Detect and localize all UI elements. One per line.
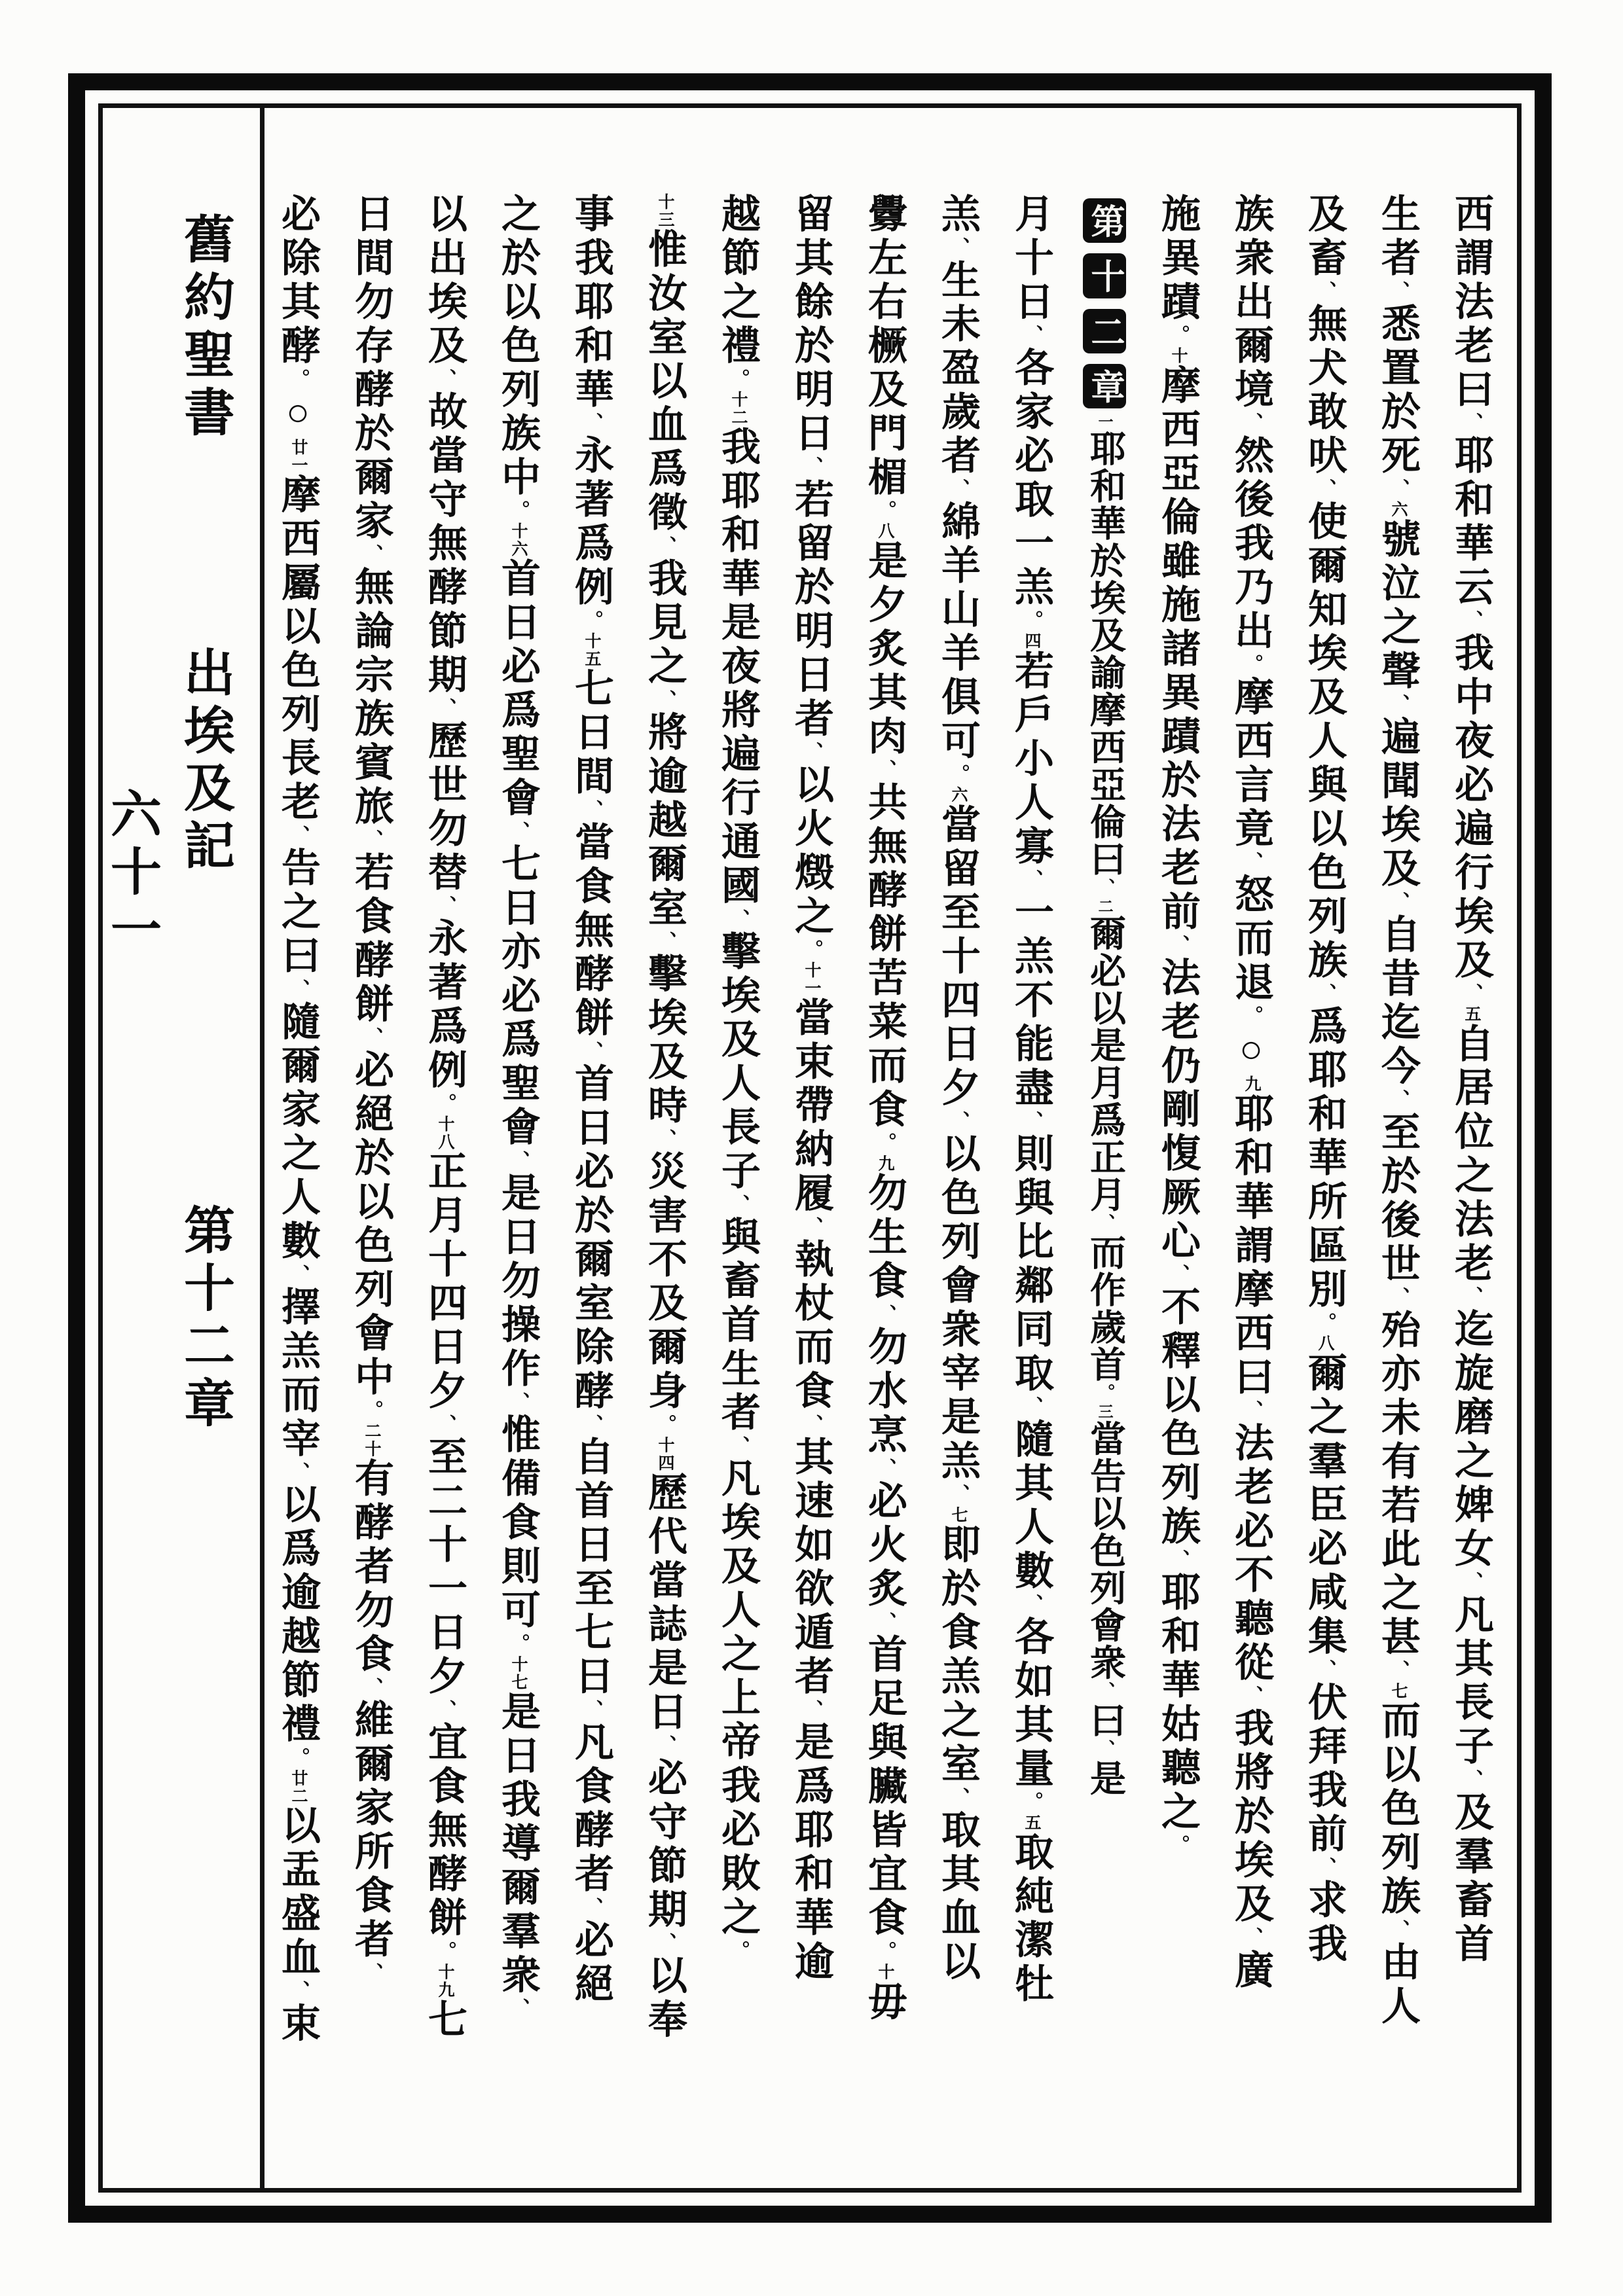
verse-number: 八	[1316, 1335, 1334, 1353]
text-column: 日間勿存酵於爾家、無論宗族賓旅、若食酵餅、必絕於以色列會中。二十有酵者勿食、維爾家所食者、	[350, 193, 393, 1985]
text-column: 事我耶和華、永著爲例。十五七日間、當食無酵餅、首日必於爾室除酵、自首日至七日、凡食酵者、必絕	[570, 193, 613, 2007]
verse-number: 八	[876, 522, 894, 541]
text-column: 釁左右橛及門楣。八是夕炙其肉、共無酵餅苦菜而食。九勿生食、勿水烹、必火炙、首足與臟皆宜食。十毋	[863, 193, 906, 2025]
verse-number: 五	[1463, 1005, 1480, 1024]
page-number: 六十一	[103, 787, 160, 960]
chapter-header-box: 第	[1083, 198, 1126, 243]
verse-number: 十	[1169, 347, 1187, 365]
scripture-columns	[269, 108, 1517, 2188]
margin-title-column	[103, 108, 264, 2188]
verse-number: 十九	[436, 1963, 454, 1999]
section-title: 出埃及記	[177, 646, 234, 876]
verse-number: 十四	[656, 1436, 674, 1472]
verse-number: 六	[1389, 501, 1407, 519]
text-column: 西謂法老曰、耶和華云、我中夜必遍行埃及、五自居位之法老、迄旋磨之婢女、凡其長子、及羣畜首	[1450, 193, 1493, 1967]
text-column: 必除其酵。○廿一摩西屬以色列長老、告之曰、隨爾家之人數、擇羔而宰、以爲逾越節禮。廿二以盂盛血、束	[276, 193, 319, 2047]
verse-number: 十二	[729, 391, 747, 427]
verse-number: 三	[1096, 1403, 1113, 1420]
verse-number: 十	[876, 1963, 894, 1981]
verse-number: 十三	[656, 193, 674, 229]
text-column: 族衆出爾境、然後我乃出。摩西言竟、怒而退。○九耶和華謂摩西曰、法老必不聽從、我將於埃及、廣	[1230, 193, 1273, 1994]
text-column: 以出埃及、故當守無酵節期、歷世勿替、永著爲例。十八正月十四日夕、至二十一日夕、宜食無酵餅。十九七	[423, 193, 466, 2043]
verse-number: 四	[1023, 632, 1040, 651]
verse-number: 十七	[509, 1655, 527, 1691]
text-column: 留其餘於明日、若留於明日者、以火燬之。十一當束帶納履、執杖而食、其速如欲遁者、是爲耶和華逾	[790, 193, 833, 1985]
verse-number: 九	[1243, 1075, 1260, 1094]
chapter-header-box: 十	[1083, 253, 1126, 298]
chapter-header-box: 二	[1083, 309, 1126, 353]
text-column: 羔、生未盈歲者、綿羊山羊俱可。六當留至十四日夕、以色列會衆宰是羔、七即於食羔之室、取其血以	[936, 193, 979, 1985]
text-column: 生者、悉置於死、六號泣之聲、遍聞埃及、自昔迄今、至於後世、殆亦未有若此之甚、七而以色列族、由人	[1376, 193, 1419, 2030]
text-column: 越節之禮。十二我耶和華是夜將遍行通國、擊埃及人長子、與畜首生者、凡埃及人之上帝我必敗之。	[716, 193, 759, 1963]
text-column: 月十日、各家必取一羔。四若戶小人寡、一羔不能盡、則與比鄰同取、隨其人數、各如其量。五取純潔牡	[1010, 193, 1053, 2007]
verse-number: 五	[1023, 1814, 1040, 1832]
text-column: 及畜、無犬敢吠、使爾知埃及人與以色列族、爲耶和華所區別。八爾之羣臣必咸集、伏拜我前、求我	[1303, 193, 1346, 1967]
verse-number: 十一	[803, 961, 820, 997]
verse-number: 七	[949, 1506, 967, 1524]
verse-number: 廿一	[289, 439, 307, 475]
verse-number: 十五	[583, 632, 600, 668]
book-title: 舊約聖書	[177, 213, 234, 443]
text-column: 施異蹟。十摩西亞倫雖施諸異蹟於法老前、法老仍剛愎厥心、不釋以色列族、耶和華姑聽之。	[1156, 193, 1199, 1857]
text-column: 第十二章一耶和華於埃及諭摩西亞倫曰、二爾必以是月爲正月、而作歲首。三當告以色列會衆、曰、是	[1068, 193, 1141, 2168]
verse-number: 十六	[509, 522, 527, 558]
verse-number: 六	[949, 786, 967, 804]
chapter-label: 第十二章	[177, 1204, 234, 1434]
verse-number: 一	[1096, 414, 1113, 431]
verse-number: 七	[1389, 1682, 1407, 1700]
text-column: 之於以色列族中。十六首日必爲聖會、七日亦必爲聖會、是日勿操作、惟備食則可。十七是日我導爾羣衆、	[496, 193, 539, 2020]
verse-number: 九	[876, 1155, 894, 1173]
text-column: 十三惟汝室以血爲徵、我見之、將逾越爾室、擊埃及時、災害不及爾身。十四歷代當誌是日、必守節期、以奉	[643, 193, 686, 2043]
verse-number: 十八	[436, 1115, 454, 1151]
chapter-header-box: 章	[1083, 364, 1126, 408]
verse-number: 二	[1096, 898, 1113, 915]
verse-number: 廿二	[289, 1769, 307, 1805]
verse-number: 二十	[363, 1422, 380, 1458]
